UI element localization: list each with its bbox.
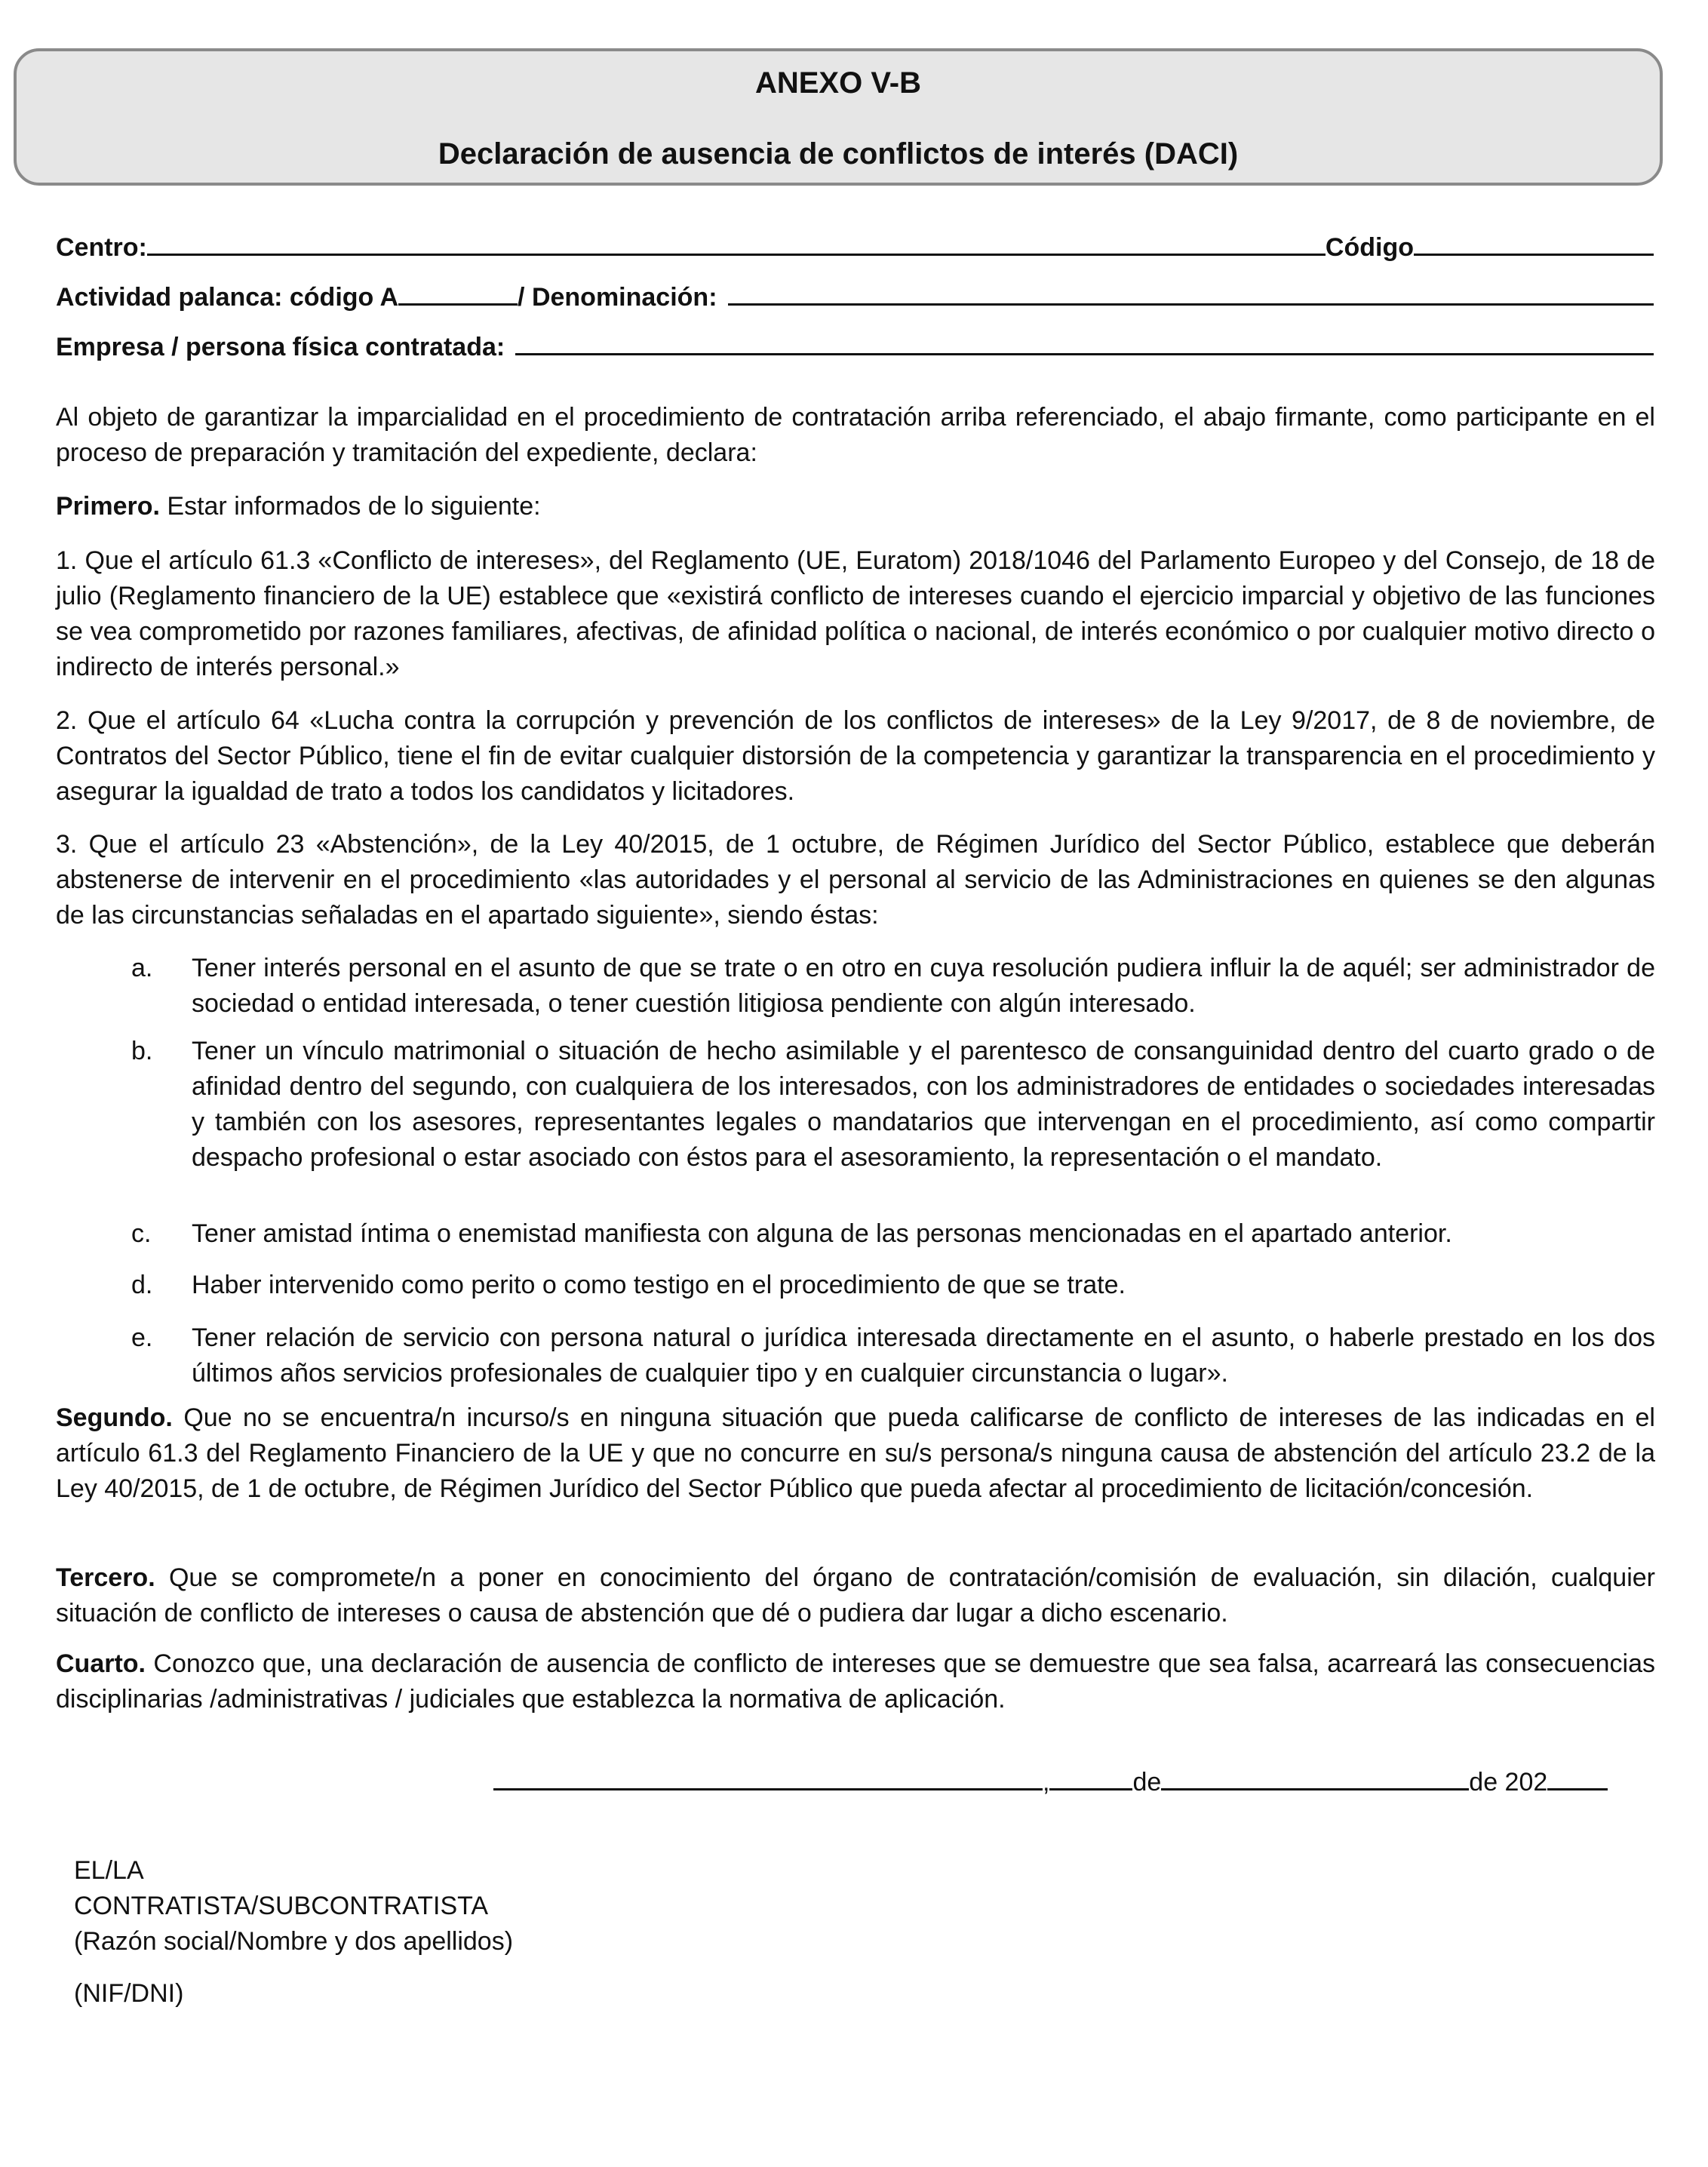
- actividad-row: [56, 278, 1654, 314]
- cuarto-text: Conozco que, una declaración de ausencia de conflicto de intereses que se demuestre que sea falsa, acarreará las consecuencias disciplinarias /administrativas / judiciales que establezca la normativa de aplicación.: [56, 1649, 1655, 1714]
- subitem-text: Tener amistad íntima o enemistad manifiesta con alguna de las personas mencionadas en el apartado anterior.: [192, 1219, 1452, 1248]
- centro-input-line[interactable]: [147, 228, 1326, 256]
- subitem-text: Tener relación de servicio con persona natural o jurídica interesada directamente en el asunto, o haberle prestado en los dos últimos años servicios profesionales de cualquier tipo y en cualquier circunstancia o lugar».: [192, 1323, 1655, 1388]
- cuarto-label: Cuarto.: [56, 1649, 146, 1678]
- subitem-text: Tener un vínculo matrimonial o situación de hecho asimilable y el parentesco de consanguinidad dentro del cuarto grado o de afinidad dentro del segundo, con cualquiera de los interesados, con los administradores de entidades o sociedades interesadas y también con los asesores, representantes legales o mandatarios que intervengan en el procedimiento, así como compartir despacho profesional o estar asociado con éstos para el asesoramiento, la representación o el mandato.: [192, 1037, 1655, 1172]
- intro-paragraph: Al objeto de garantizar la imparcialidad en el procedimiento de contratación arriba referenciado, el abajo firmante, como participante en el proceso de preparación y tramitación del expediente, declara:: [56, 403, 1655, 467]
- empresa-row: [56, 327, 1654, 364]
- actividad-code-line[interactable]: [398, 278, 518, 306]
- centro-label: Centro:: [56, 233, 147, 262]
- primero-label: Primero.: [56, 492, 160, 521]
- year-input-line[interactable]: [1547, 1763, 1608, 1790]
- subitem-text: Tener interés personal en el asunto de que se trate o en otro en cuya resolución pudiera influir la de aquél; ser administrador de sociedad o entidad interesada, o tener cuestión litigiosa pendiente con algún interesado.: [192, 954, 1655, 1018]
- subitem-letter: e.: [131, 1323, 153, 1352]
- segundo-paragraph: [56, 1400, 1655, 1507]
- segundo-label: Segundo.: [56, 1403, 173, 1432]
- primero-text: Estar informados de lo siguiente:: [159, 492, 541, 521]
- signature-line-3: (Razón social/Nombre y dos apellidos): [74, 1927, 514, 1956]
- item-1: 1. Que el artículo 61.3 «Conflicto de intereses», del Reglamento (UE, Euratom) 2018/1046 del Parlamento Europeo y del Consejo, de 18 de julio (Reglamento financiero de la UE) establece que «existirá conflicto de intereses cuando el ejercicio imparcial y objetivo de las funciones se vea comprometido por razones familiares, afectivas, de afinidad política o nacional, de interés económico o por cualquier motivo directo o indirecto de interés personal.»: [56, 546, 1655, 681]
- denominacion-label: / Denominación:: [518, 283, 717, 312]
- item-2: 2. Que el artículo 64 «Lucha contra la corrupción y prevención de los conflictos de intereses» de la Ley 9/2017, de 8 de noviembre, de Contratos del Sector Público, tiene el fin de evitar cualquier distorsión de la competencia y garantizar la transparencia en el procedimiento y asegurar la igualdad de trato a todos los candidatos y licitadores.: [56, 706, 1655, 806]
- signature-line-4: (NIF/DNI): [74, 1979, 184, 2008]
- actividad-label: Actividad palanca: código A: [56, 283, 399, 312]
- date-de-1: de: [1132, 1768, 1162, 1797]
- signature-block: [74, 1853, 513, 2012]
- signature-line-1: EL/LA: [74, 1856, 144, 1885]
- subitem-letter: b.: [131, 1037, 153, 1065]
- denominacion-input-line[interactable]: [728, 278, 1654, 306]
- codigo-input-line[interactable]: [1414, 228, 1654, 256]
- subitem-letter: c.: [131, 1219, 152, 1248]
- primero-paragraph: [56, 489, 1655, 524]
- annex-number: ANEXO V-B: [754, 66, 922, 100]
- month-input-line[interactable]: [1161, 1763, 1469, 1790]
- place-input-line[interactable]: [493, 1763, 1043, 1790]
- cuarto-paragraph: [56, 1646, 1655, 1717]
- date-line: [493, 1763, 1608, 1799]
- date-de-2: de 202: [1469, 1768, 1548, 1797]
- annex-header: [14, 48, 1663, 186]
- subitem-text: Haber intervenido como perito o como testigo en el procedimiento de que se trate.: [192, 1271, 1126, 1299]
- tercero-label: Tercero.: [56, 1563, 155, 1592]
- item-3: 3. Que el artículo 23 «Abstención», de la Ley 40/2015, de 1 octubre, de Régimen Jurídico del Sector Público, establece que deberán abstenerse de intervenir en el procedimiento «las autoridades y el personal al servicio de las Administraciones en quienes se den algunas de las circunstancias señaladas en el apartado siguiente», siendo éstas:: [56, 830, 1655, 930]
- subitem-letter: d.: [131, 1271, 153, 1299]
- subitem-letter: a.: [131, 954, 153, 982]
- centro-row: [56, 228, 1654, 264]
- tercero-text: Que se compromete/n a poner en conocimiento del órgano de contratación/comisión de evaluación, sin dilación, cualquier situación de conflicto de intereses o causa de abstención que dé o pudiera dar lugar a dicho escenario.: [56, 1563, 1655, 1628]
- empresa-input-line[interactable]: [515, 327, 1654, 355]
- day-input-line[interactable]: [1049, 1763, 1132, 1790]
- empresa-label: Empresa / persona física contratada:: [56, 333, 505, 361]
- segundo-text: Que no se encuentra/n incurso/s en ninguna situación que pueda calificarse de conflicto de intereses de las indicadas en el artículo 61.3 del Reglamento Financiero de la UE y que no concurre en su/s persona/s ninguna causa de abstención del artículo 23.2 de la Ley 40/2015, de 1 de octubre, de Régimen Jurídico del Sector Público que pueda afectar al procedimiento de licitación/concesión.: [56, 1403, 1655, 1503]
- signature-line-2: CONTRATISTA/SUBCONTRATISTA: [74, 1892, 489, 1920]
- codigo-label: Código: [1325, 233, 1414, 262]
- date-comma: ,: [1043, 1768, 1050, 1797]
- document-title: Declaración de ausencia de conflictos de interés (DACI): [438, 137, 1239, 171]
- tercero-paragraph: [56, 1560, 1655, 1631]
